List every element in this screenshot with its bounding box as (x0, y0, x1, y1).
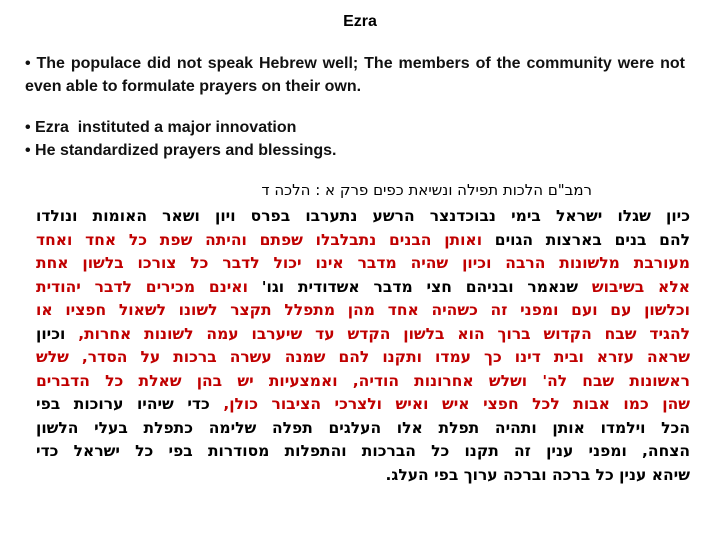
slide-title: Ezra (343, 13, 377, 30)
hebrew-segment: אלא בשיבוש (578, 277, 690, 296)
english-bullet-populace: • The populace did not speak Hebrew well; The members of the community were not even able to formulate prayers on their own. (25, 55, 685, 95)
hebrew-line (36, 252, 690, 276)
hebrew-segment: להגיד שבח הקדוש ברוך הוא בלשון הקדש עד שיערבו עמה לשונות אחרות, (65, 324, 690, 343)
hebrew-line (36, 417, 690, 441)
hebrew-line (36, 464, 690, 488)
hebrew-text-block (36, 205, 690, 487)
hebrew-segment: מעורבת מלשונות הרבה וכיון שהיה מדבר אינו יכול לדבר כל צורכו בלשון אחת (36, 254, 690, 272)
hebrew-line (36, 440, 690, 464)
hebrew-segment: הכל וילמדו אותן ותהיה תפלת אלו העלגים תפלה שלימה כתפלת בעלי הלשון (36, 418, 690, 437)
hebrew-line (36, 276, 690, 300)
hebrew-line (36, 229, 690, 253)
hebrew-line (36, 323, 690, 347)
hebrew-segment: ואותן הבנים נתבלבלו שפתם והיתה שפת כל אחד ואחד (36, 230, 483, 249)
hebrew-segment: שהן כמו אבות לכל חפצי איש ואיש ולצרכי הציבור כולן, (209, 395, 690, 413)
english-bullet-standardized: • He standardized prayers and blessings. (25, 142, 337, 159)
hebrew-segment: וכלשון עם ועם ומפני זה כשהיה אחד מהן מתפלל תקצר לשונו לשאול חפציו או (36, 301, 690, 319)
hebrew-segment: כדי שיהיו ערוכות בפי (36, 395, 210, 413)
hebrew-segment: כיון שגלו ישראל בימי נבוכדנצר הרשע נתערבו בפרס ויון ושאר האומות ונולדו (36, 207, 690, 225)
hebrew-segment: שנאמר ובניהם חצי מדבר אשדודית וגו' (247, 277, 579, 296)
hebrew-segment: וכיון (36, 324, 66, 343)
hebrew-segment: להם בנים בארצות הגוים (482, 230, 690, 249)
hebrew-line (36, 393, 690, 417)
hebrew-source-citation: רמב"ם הלכות תפילה ונשיאת כפים פרק א : הלכה ד (261, 181, 592, 199)
hebrew-segment: הצחה, ומפני ענין זה תקנו כל הברכות והתפלות מסודרות בפי כל ישראל כדי (36, 442, 690, 460)
hebrew-line (36, 205, 690, 229)
hebrew-line (36, 299, 690, 323)
hebrew-segment: שיהא ענין כל ברכה וברכה ערוך בפי העלג. (385, 465, 690, 484)
hebrew-segment: ראשונות שבח לה' ושלש אחרונות הודיה, ואמצעיות יש בהן שאלת כל הדברים (36, 371, 690, 390)
hebrew-line (36, 346, 690, 370)
hebrew-segment: שראה עזרא ובית דינו כך עמדו ותקנו להם שמנה עשרה ברכות על הסדר, שלש (36, 348, 690, 366)
hebrew-segment: ואינם מכירים לדבר יהודית (36, 277, 248, 296)
english-bullets-ezra (25, 116, 685, 162)
hebrew-line (36, 370, 690, 394)
english-bullet-innovation: • Ezra instituted a major innovation (25, 119, 297, 136)
